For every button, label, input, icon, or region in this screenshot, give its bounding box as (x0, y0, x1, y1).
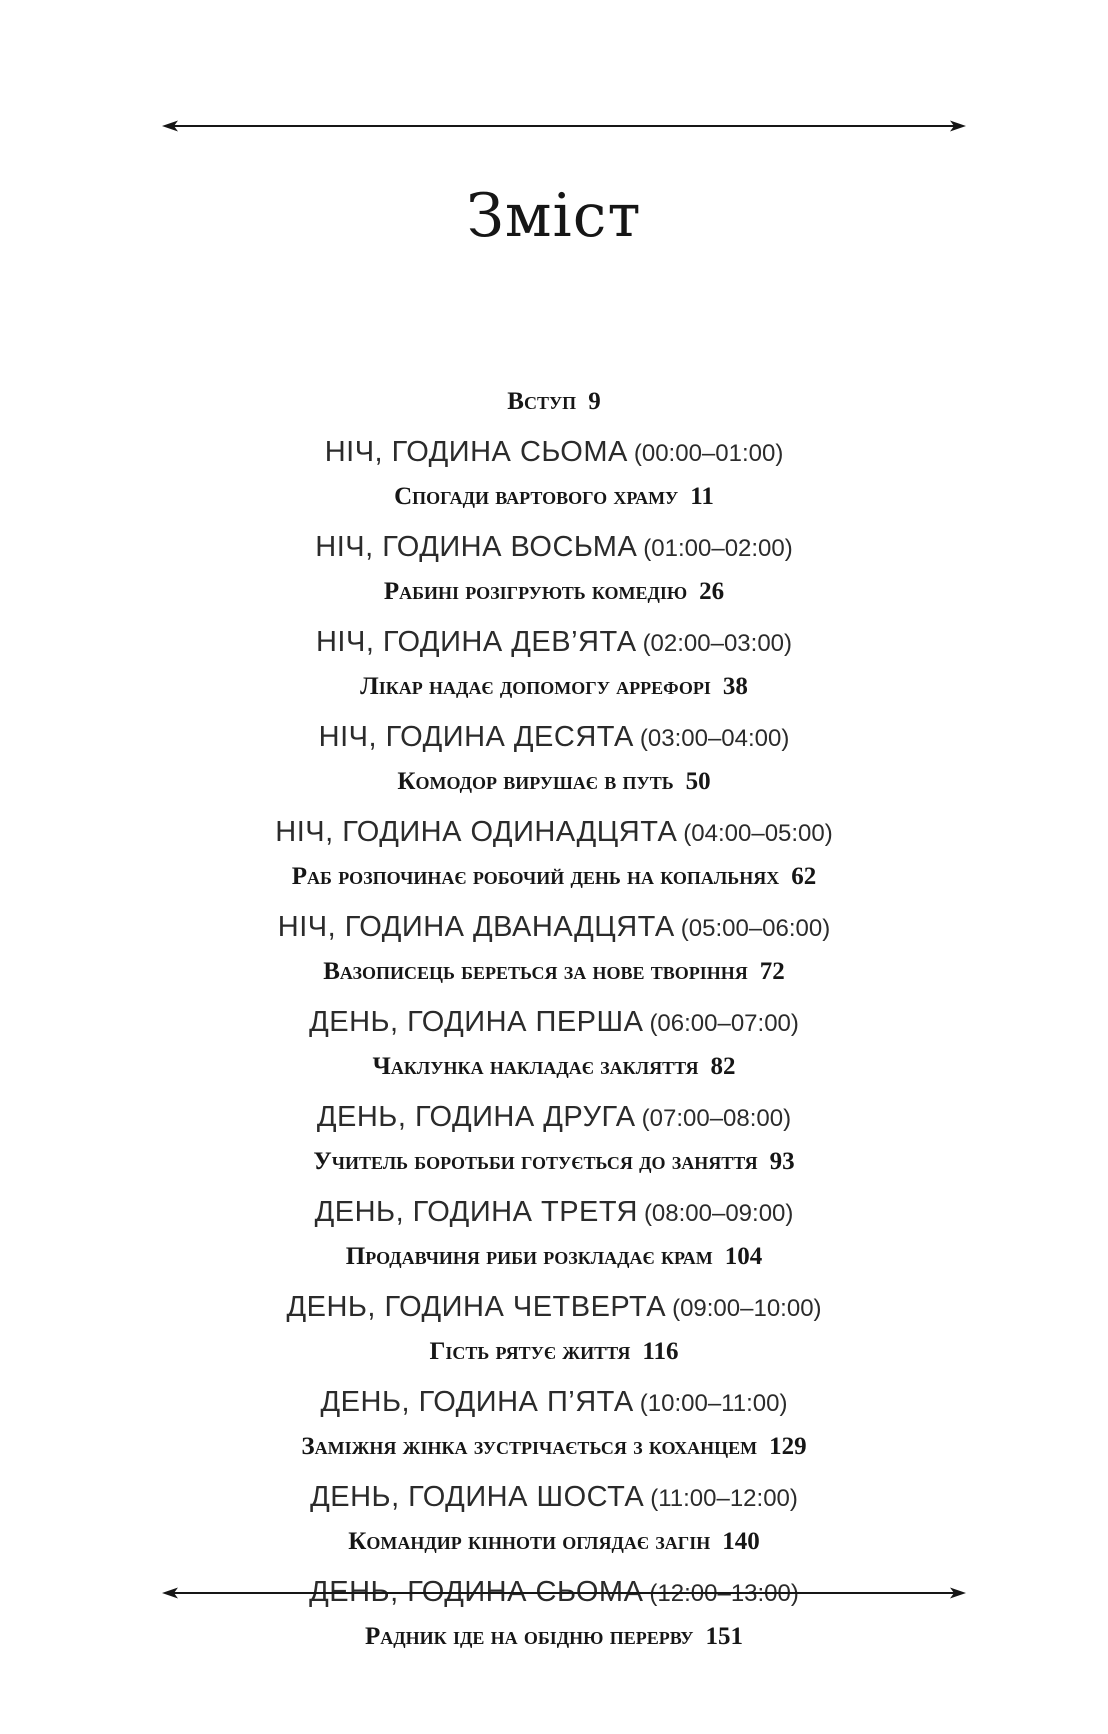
chapter-title: Рабині розігрують комедію (383, 578, 688, 605)
toc-hour-heading (0, 518, 1108, 571)
toc-chapter-entry[interactable] (0, 1046, 1108, 1088)
toc-hour-heading (0, 1088, 1108, 1141)
toc-chapter-entry[interactable] (0, 1616, 1108, 1658)
toc-hour-heading (0, 898, 1108, 951)
hour-label: НІЧ, ГОДИНА ДЕВ’ЯТА (315, 626, 637, 658)
hour-time-range: (00:00–01:00) (633, 440, 784, 467)
chapter-page-number: 50 (685, 768, 711, 795)
toc-intro-page: 9 (588, 388, 601, 415)
chapter-page-number: 140 (722, 1528, 760, 1555)
toc-chapter-entry[interactable] (0, 761, 1108, 803)
chapter-title: Спогади вартового храму (394, 483, 679, 510)
toc-chapter-entry[interactable] (0, 1521, 1108, 1563)
hour-time-range: (10:00–11:00) (639, 1390, 788, 1417)
chapter-title: Вазописець береться за нове творіння (323, 958, 748, 985)
page-title: Зміст (466, 181, 642, 251)
toc-chapter-entry[interactable] (0, 856, 1108, 898)
toc-intro-label: Вступ (507, 388, 577, 415)
hour-label: НІЧ, ГОДИНА СЬОМА (324, 436, 628, 468)
toc-hour-heading (0, 1468, 1108, 1521)
chapter-title: Комодор вирушає в путь (397, 768, 674, 795)
toc-hour-heading (0, 1373, 1108, 1426)
chapter-title: Радник іде на обідню перерву (365, 1623, 694, 1650)
hour-time-range: (05:00–06:00) (680, 915, 831, 942)
hour-time-range: (11:00–12:00) (650, 1485, 798, 1512)
chapter-title: Командир кінноти оглядає загін (348, 1528, 711, 1555)
chapter-page-number: 151 (705, 1623, 743, 1650)
toc-chapter-entry[interactable] (0, 476, 1108, 518)
toc-hour-heading (0, 1183, 1108, 1236)
table-of-contents (0, 381, 1108, 1658)
toc-intro[interactable] (0, 381, 1108, 423)
chapter-page-number: 62 (791, 863, 817, 890)
chapter-title: Гість рятує життя (429, 1338, 631, 1365)
chapter-title: Раб розпочинає робочий день на копальнях (291, 863, 780, 890)
chapter-title: Учитель боротьби готується до заняття (313, 1148, 758, 1175)
hour-label: ДЕНЬ, ГОДИНА ДРУГА (316, 1101, 636, 1133)
toc-hour-heading (0, 708, 1108, 761)
toc-hour-heading (0, 803, 1108, 856)
top-arrow-rule (162, 119, 966, 133)
hour-time-range: (04:00–05:00) (683, 820, 833, 847)
chapter-page-number: 72 (759, 958, 785, 985)
chapter-page-number: 129 (769, 1433, 807, 1460)
hour-label: НІЧ, ГОДИНА ДЕСЯТА (318, 721, 634, 753)
hour-label: ДЕНЬ, ГОДИНА П’ЯТА (320, 1386, 634, 1418)
toc-chapter-entry[interactable] (0, 571, 1108, 613)
toc-chapter-entry[interactable] (0, 1426, 1108, 1468)
hour-time-range: (12:00–13:00) (649, 1580, 799, 1607)
chapter-title: Продавчиня риби розкладає крам (345, 1243, 713, 1270)
toc-hour-heading (0, 423, 1108, 476)
hour-label: ДЕНЬ, ГОДИНА ШОСТА (310, 1481, 645, 1513)
hour-time-range: (02:00–03:00) (642, 630, 793, 657)
chapter-title: Заміжня жінка зустрічається з коханцем (301, 1433, 758, 1460)
hour-label: ДЕНЬ, ГОДИНА СЬОМА (309, 1576, 644, 1608)
hour-time-range: (03:00–04:00) (639, 725, 790, 752)
chapter-page-number: 38 (722, 673, 748, 700)
hour-label: ДЕНЬ, ГОДИНА ПЕРША (309, 1006, 644, 1038)
hour-label: НІЧ, ГОДИНА ДВАНАДЦЯТА (277, 911, 675, 943)
toc-chapter-entry[interactable] (0, 666, 1108, 708)
hour-label: НІЧ, ГОДИНА ВОСЬМА (315, 531, 638, 563)
hour-time-range: (01:00–02:00) (643, 535, 793, 562)
toc-chapter-entry[interactable] (0, 1331, 1108, 1373)
hour-time-range: (08:00–09:00) (643, 1200, 794, 1227)
toc-hour-heading (0, 1278, 1108, 1331)
hour-label: НІЧ, ГОДИНА ОДИНАДЦЯТА (275, 816, 678, 848)
chapter-page-number: 11 (690, 483, 714, 510)
chapter-page-number: 82 (710, 1053, 736, 1080)
hour-time-range: (09:00–10:00) (672, 1295, 822, 1322)
hour-label: ДЕНЬ, ГОДИНА ЧЕТВЕРТА (286, 1291, 667, 1323)
chapter-page-number: 116 (642, 1338, 679, 1365)
chapter-page-number: 93 (769, 1148, 795, 1175)
hour-time-range: (06:00–07:00) (649, 1010, 799, 1037)
chapter-title: Лікар надає допомогу аррефорі (360, 673, 711, 700)
chapter-page-number: 26 (699, 578, 725, 605)
chapter-title: Чаклунка накладає закляття (372, 1053, 699, 1080)
bottom-arrow-rule (162, 1586, 966, 1600)
toc-hour-heading (0, 613, 1108, 666)
hour-time-range: (07:00–08:00) (641, 1105, 792, 1132)
toc-chapter-entry[interactable] (0, 1141, 1108, 1183)
hour-label: ДЕНЬ, ГОДИНА ТРЕТЯ (314, 1196, 638, 1228)
toc-chapter-entry[interactable] (0, 1236, 1108, 1278)
chapter-page-number: 104 (724, 1243, 763, 1270)
toc-chapter-entry[interactable] (0, 951, 1108, 993)
toc-hour-heading (0, 993, 1108, 1046)
